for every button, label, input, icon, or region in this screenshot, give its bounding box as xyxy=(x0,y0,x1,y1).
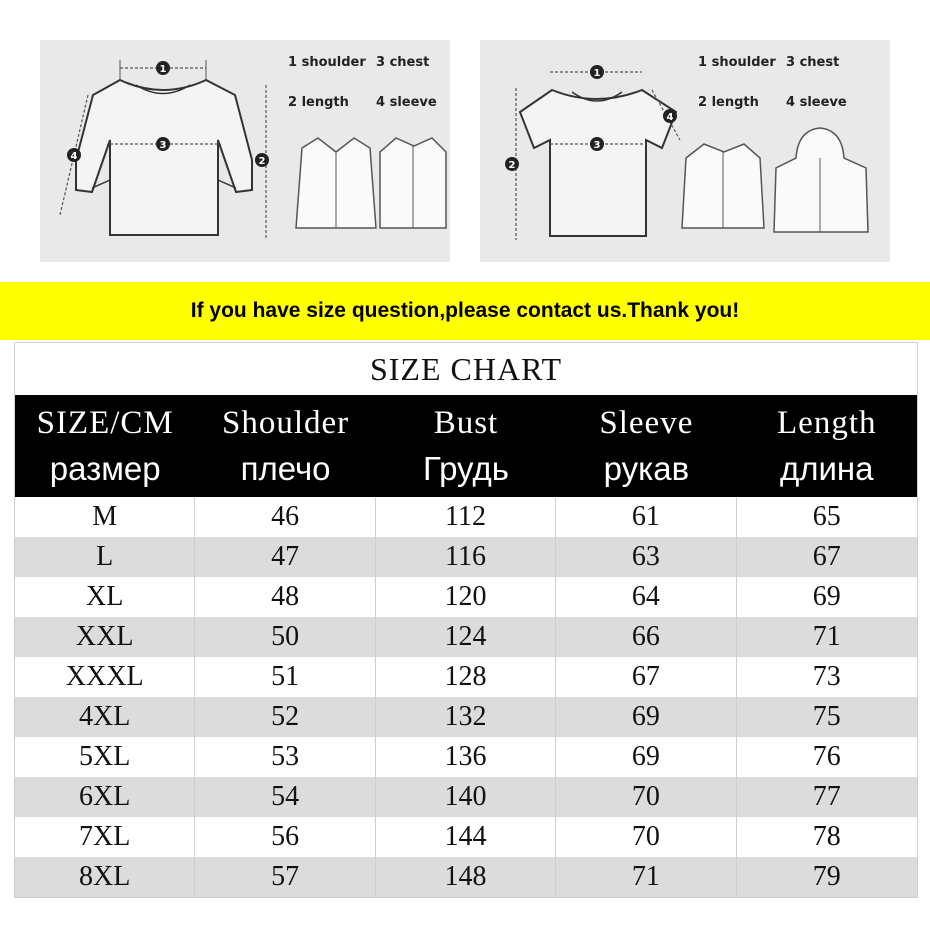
table-cell: 69 xyxy=(812,581,841,612)
size-chart-table xyxy=(14,342,918,898)
header-length: Length длина xyxy=(777,405,877,487)
table-cell: 78 xyxy=(812,821,841,852)
table-cell: 116 xyxy=(376,537,556,577)
table-cell: 46 xyxy=(195,497,375,537)
table-cell: 50 xyxy=(195,617,375,657)
table-row xyxy=(15,617,917,657)
table-cell: 112 xyxy=(376,497,556,537)
table-row xyxy=(15,817,917,857)
table-body xyxy=(15,497,917,897)
contact-banner-text: If you have size question,please contact us.Thank you! xyxy=(190,299,740,322)
table-cell: 76 xyxy=(812,741,841,772)
table-cell: 70 xyxy=(556,817,736,857)
table-cell: 53 xyxy=(195,737,375,777)
table-cell: 66 xyxy=(556,617,736,657)
table-cell: 67 xyxy=(556,657,736,697)
header-size: SIZE/CM размер xyxy=(36,405,174,487)
table-row xyxy=(15,777,917,817)
table-cell: 52 xyxy=(195,697,375,737)
table-row xyxy=(15,657,917,697)
marker-4: 4 xyxy=(70,151,78,162)
table-cell: 77 xyxy=(812,781,841,812)
table-cell: 67 xyxy=(812,541,841,572)
table-header xyxy=(15,395,917,497)
table-cell: 6XL xyxy=(15,777,195,817)
table-cell: 128 xyxy=(376,657,556,697)
marker-2: 2 xyxy=(258,156,266,167)
header-shoulder: Shoulder плечо xyxy=(222,405,350,487)
table-cell: 64 xyxy=(556,577,736,617)
header-bust: Bust Грудь xyxy=(423,405,509,487)
table-cell: XXL xyxy=(15,617,195,657)
table-cell: 69 xyxy=(556,697,736,737)
table-cell: 7XL xyxy=(15,817,195,857)
table-cell: 65 xyxy=(812,501,841,532)
svg-text:1: 1 xyxy=(593,68,601,79)
table-cell: 51 xyxy=(195,657,375,697)
table-row xyxy=(15,577,917,617)
table-cell: 69 xyxy=(556,737,736,777)
table-cell: 148 xyxy=(376,857,556,897)
table-cell: 47 xyxy=(195,537,375,577)
table-cell: L xyxy=(15,537,195,577)
table-cell: 54 xyxy=(195,777,375,817)
table-cell: 5XL xyxy=(15,737,195,777)
table-row xyxy=(15,697,917,737)
table-cell: 124 xyxy=(376,617,556,657)
table-row xyxy=(15,857,917,897)
table-cell: 8XL xyxy=(15,857,195,897)
header-sleeve: Sleeve рукав xyxy=(599,405,694,487)
marker-3: 3 xyxy=(159,140,167,151)
svg-text:2: 2 xyxy=(508,160,516,171)
table-row xyxy=(15,737,917,777)
table-cell: XXXL xyxy=(15,657,195,697)
size-chart-title: SIZE CHART xyxy=(15,343,917,395)
table-row xyxy=(15,497,917,537)
table-cell: 79 xyxy=(812,861,841,892)
table-cell: M xyxy=(15,497,195,537)
table-cell: 70 xyxy=(556,777,736,817)
table-cell: 140 xyxy=(376,777,556,817)
tshirt-diagram-panel xyxy=(480,40,890,262)
table-cell: 120 xyxy=(376,577,556,617)
table-cell: 71 xyxy=(812,621,841,652)
table-row xyxy=(15,537,917,577)
table-cell: 61 xyxy=(556,497,736,537)
measurement-diagram xyxy=(0,0,930,282)
table-cell: 63 xyxy=(556,537,736,577)
svg-text:4: 4 xyxy=(666,112,674,123)
legend-left: 1 shoulder 3 chest 2 length 4 sleeve xyxy=(288,55,437,110)
table-cell: 71 xyxy=(556,857,736,897)
table-cell: 73 xyxy=(812,661,841,692)
table-cell: 144 xyxy=(376,817,556,857)
table-cell: 48 xyxy=(195,577,375,617)
table-cell: XL xyxy=(15,577,195,617)
long-sleeve-diagram-panel xyxy=(40,40,450,262)
table-cell: 57 xyxy=(195,857,375,897)
svg-text:3: 3 xyxy=(593,140,601,151)
legend-right: 1 shoulder 3 chest 2 length 4 sleeve xyxy=(698,55,847,110)
table-cell: 136 xyxy=(376,737,556,777)
table-cell: 56 xyxy=(195,817,375,857)
table-cell: 132 xyxy=(376,697,556,737)
table-cell: 4XL xyxy=(15,697,195,737)
marker-1: 1 xyxy=(159,64,167,75)
contact-banner xyxy=(0,282,930,340)
table-cell: 75 xyxy=(812,701,841,732)
